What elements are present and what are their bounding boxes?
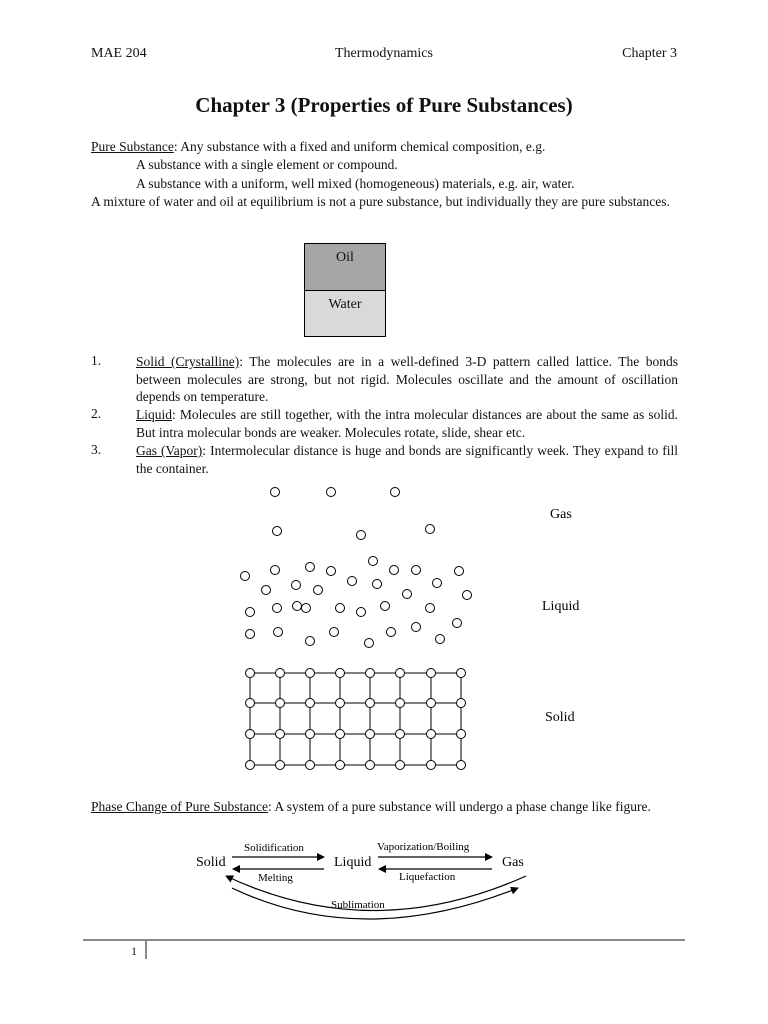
diagram-liquid: Liquid [334,855,372,870]
list-number: 1. [91,353,102,368]
sublimation-label: Sublimation [331,899,385,911]
liquefaction-label: Liquefaction [399,871,456,883]
water-label: Water [328,297,362,312]
diagram-solid: Solid [196,855,226,870]
phase-change-term: Phase Change of Pure Substance [91,799,268,814]
page-title: Chapter 3 (Properties of Pure Substances) [195,93,573,117]
phase-change-text: : A system of a pure substance will undergo a phase change like figure. [267,799,651,814]
gas-term: Gas (Vapor) [136,443,203,458]
solid-term: Solid (Crystalline) [136,354,240,369]
solid-label: Solid [545,710,575,725]
header-subject: Thermodynamics [335,46,433,61]
pure-substance-example-2: A substance with a uniform, well mixed (homogeneous) materials, e.g. air, water. [136,176,575,191]
list-number: 3. [91,442,102,457]
solid-description: : The molecules are in a well-defined 3-D pattern called lattice. The bonds between molecules are strong, but not rigid. Molecules oscillate and the amount of oscillation depends on temperature. [136,354,678,404]
header-course: MAE 204 [91,46,147,61]
list-number: 2. [91,406,102,421]
footer-rule [83,939,685,941]
liquid-description: : Molecules are still together, with the intra molecular distances are about the same as solid. But intra molecular bonds are weaker. Molecules rotate, slide, shear etc. [136,407,678,440]
mixture-note: A mixture of water and oil at equilibrium is not a pure substance, but individually they are pure substances. [91,194,670,209]
diagram-gas: Gas [502,855,524,870]
header-chapter: Chapter 3 [622,46,677,61]
page-number: 1 [131,944,137,958]
gas-label: Gas [550,507,572,522]
gas-description: : Intermolecular distance is huge and bonds are significantly week. They expand to fill the container. [136,443,679,476]
liquid-term: Liquid [136,407,172,422]
vaporization-label: Vaporization/Boiling [377,841,470,853]
footer-separator [145,941,147,959]
pure-substance-term: Pure Substance [91,139,174,154]
liquid-label: Liquid [542,599,580,614]
melting-label: Melting [258,872,293,884]
solidification-label: Solidification [244,842,304,854]
pure-substance-example-1: A substance with a single element or compound. [136,157,398,172]
oil-label: Oil [336,250,354,265]
pure-substance-text: : Any substance with a fixed and uniform chemical composition, e.g. [173,139,546,154]
